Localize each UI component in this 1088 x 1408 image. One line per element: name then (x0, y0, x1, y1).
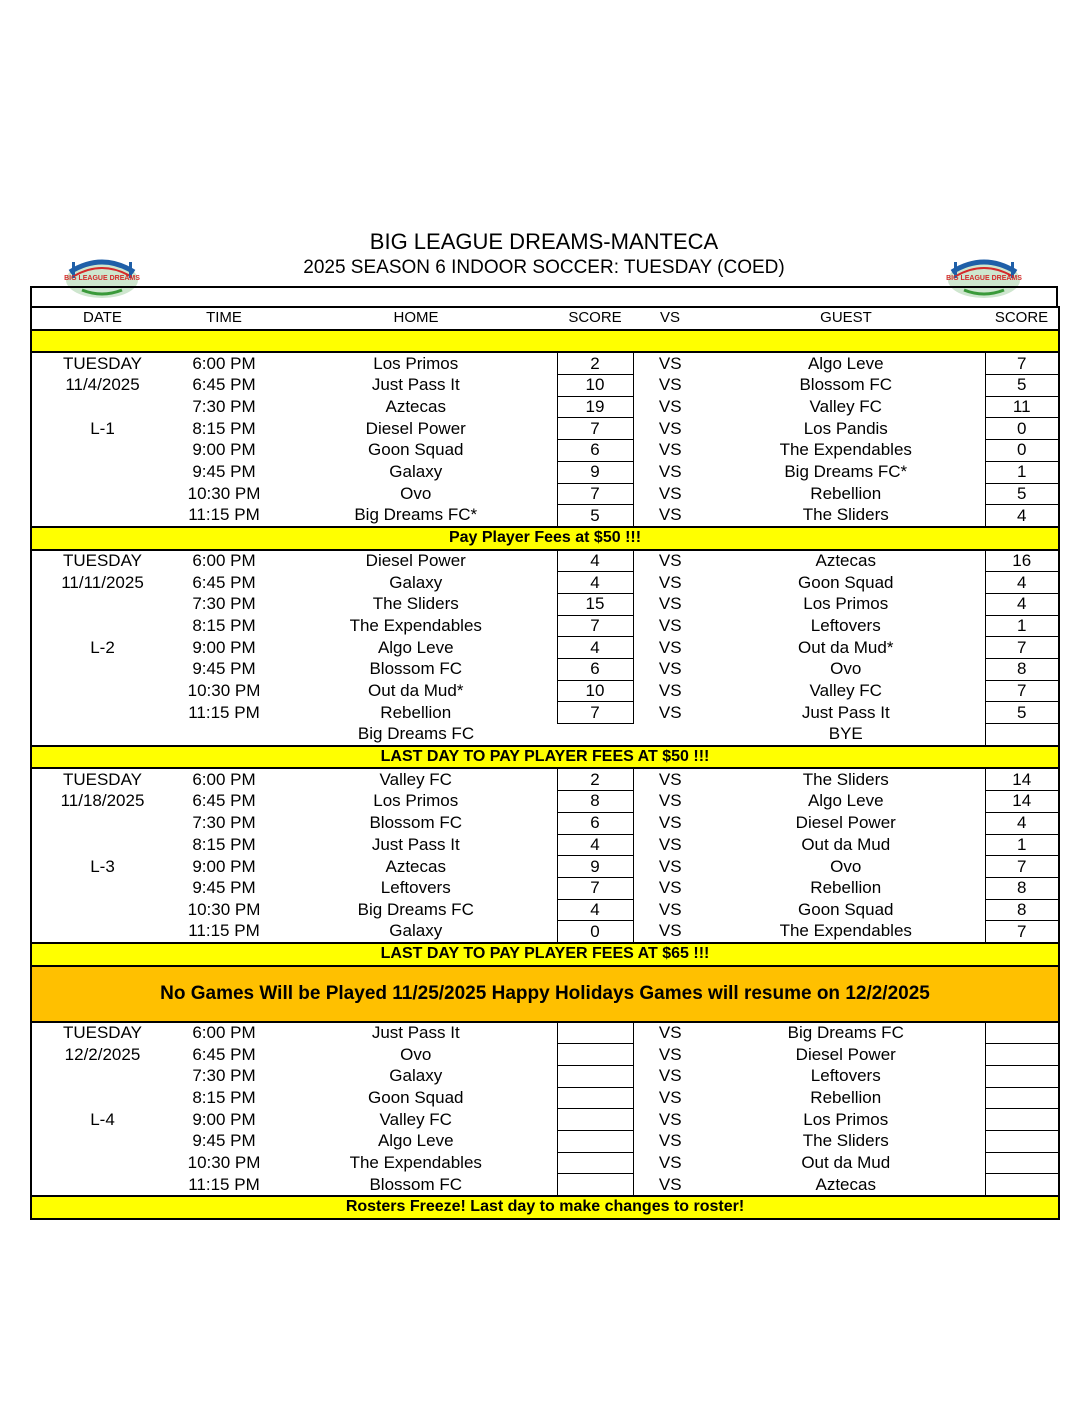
vs-label: VS (658, 921, 682, 941)
game-time: 9:00 PM (192, 856, 256, 876)
guest-score: 4 (985, 572, 1059, 594)
home-score (557, 1022, 633, 1044)
home-score: 4 (557, 572, 633, 594)
guest-score (985, 1066, 1059, 1088)
home-team: Galaxy (389, 462, 443, 482)
game-row (31, 1152, 1059, 1174)
vs-label: VS (658, 702, 682, 722)
home-team: Big Dreams FC (357, 724, 475, 744)
date-cell-empty (31, 724, 173, 746)
vs-label: VS (658, 1153, 682, 1173)
schedule-sheet (30, 286, 1058, 1220)
game-time: 9:45 PM (192, 878, 256, 898)
game-row (31, 396, 1059, 418)
home-team: Just Pass It (371, 1023, 460, 1043)
date-cell-empty (31, 440, 173, 462)
game-row (31, 702, 1059, 724)
vs-label: VS (658, 418, 682, 438)
guest-score: 5 (985, 702, 1059, 724)
date-cell-empty (31, 593, 173, 615)
guest-score (985, 1152, 1059, 1174)
home-team: Out da Mud* (368, 681, 464, 701)
home-team: Galaxy (389, 1066, 443, 1086)
game-row (31, 483, 1059, 505)
game-time: 11:15 PM (188, 1174, 260, 1194)
week-day: TUESDAY (62, 551, 143, 571)
fee-notice: Rosters Freeze! Last day to make changes to roster! (31, 1196, 1059, 1219)
date-cell-empty (31, 812, 173, 834)
game-time: 6:45 PM (192, 375, 256, 395)
game-row (31, 572, 1059, 594)
date-cell-empty (31, 921, 173, 943)
guest-team: Big Dreams FC* (784, 462, 908, 482)
home-score (557, 1109, 633, 1131)
game-row (31, 856, 1059, 878)
holiday-banner-row (31, 966, 1059, 1022)
game-time: 7:30 PM (192, 397, 256, 417)
game-row (31, 1109, 1059, 1131)
vs-label: VS (658, 1109, 682, 1129)
game-row (31, 812, 1059, 834)
home-score (557, 1174, 633, 1196)
game-time: 9:45 PM (192, 1131, 256, 1151)
guest-score: 4 (985, 593, 1059, 615)
home-team: Ovo (400, 483, 432, 503)
guest-score (985, 1022, 1059, 1044)
guest-team: Los Pandis (803, 418, 888, 438)
guest-team: Valley FC (809, 681, 882, 701)
home-score: 7 (557, 418, 633, 440)
game-time: 6:45 PM (192, 1044, 256, 1064)
date-cell-empty (31, 702, 173, 724)
game-time: 6:45 PM (192, 791, 256, 811)
guest-team: Leftovers (810, 1066, 881, 1086)
notice-row (31, 943, 1059, 966)
guest-team: Diesel Power (795, 813, 896, 833)
vs-label: VS (658, 1044, 682, 1064)
game-time: 7:30 PM (192, 813, 256, 833)
guest-team: Rebellion (810, 878, 882, 898)
game-row (31, 1087, 1059, 1109)
game-time: 10:30 PM (187, 1153, 261, 1173)
vs-label: VS (658, 899, 682, 919)
date-cell-empty (31, 505, 173, 527)
game-time: 9:45 PM (192, 462, 256, 482)
game-time: 6:00 PM (192, 551, 256, 571)
guest-score: 7 (985, 637, 1059, 659)
page-title: BIG LEAGUE DREAMS-MANTECA (369, 229, 719, 254)
guest-team: Out da Mud* (798, 637, 894, 657)
home-team: Rebellion (380, 702, 452, 722)
guest-score: 0 (985, 418, 1059, 440)
home-team: Los Primos (373, 353, 459, 373)
notice-row (31, 527, 1059, 550)
vs-label: VS (658, 856, 682, 876)
home-team: Ovo (400, 1044, 432, 1064)
home-score: 0 (557, 921, 633, 943)
date-cell-empty (31, 461, 173, 483)
guest-team: Algo Leve (807, 791, 884, 811)
page-subtitle: 2025 SEASON 6 INDOOR SOCCER: TUESDAY (COED) (303, 257, 785, 278)
guest-score (985, 1174, 1059, 1196)
home-score: 7 (557, 702, 633, 724)
vs-label: VS (658, 440, 682, 460)
guest-score: 14 (985, 791, 1059, 813)
home-team: Los Primos (373, 791, 459, 811)
home-team: Galaxy (389, 572, 443, 592)
home-team: Diesel Power (365, 551, 466, 571)
home-team: Goon Squad (368, 440, 464, 460)
date-cell-empty (31, 877, 173, 899)
guest-score (985, 724, 1059, 746)
holiday-banner: No Games Will be Played 11/25/2025 Happy Holidays Games will resume on 12/2/2025 (31, 966, 1059, 1022)
vs-label: VS (658, 397, 682, 417)
game-row (31, 791, 1059, 813)
home-team: Leftovers (380, 878, 451, 898)
column-header: TIME (173, 307, 275, 330)
guest-team: Blossom FC (799, 375, 893, 395)
home-team: Valley FC (379, 1109, 452, 1129)
home-team: Valley FC (379, 770, 452, 790)
game-row (31, 440, 1059, 462)
schedule-table (30, 306, 1060, 1220)
home-score: 19 (557, 396, 633, 418)
game-row (31, 550, 1059, 572)
game-time: 10:30 PM (187, 899, 261, 919)
vs-label: VS (658, 1131, 682, 1151)
guest-score: 16 (985, 550, 1059, 572)
game-time: 10:30 PM (187, 681, 261, 701)
home-score: 10 (557, 375, 633, 397)
home-team: Just Pass It (371, 375, 460, 395)
game-time: 6:00 PM (192, 353, 256, 373)
date-cell-empty (31, 1131, 173, 1153)
week-label: L-1 (90, 418, 115, 438)
game-time: 8:15 PM (192, 834, 256, 854)
vs-label: VS (658, 594, 682, 614)
home-score: 8 (557, 791, 633, 813)
guest-team: Rebellion (810, 483, 882, 503)
guest-score: 4 (985, 812, 1059, 834)
game-row (31, 375, 1059, 397)
guest-score: 1 (985, 461, 1059, 483)
game-time: 8:15 PM (192, 615, 256, 635)
vs-label: VS (658, 375, 682, 395)
vs-label: VS (658, 615, 682, 635)
vs-label: VS (658, 791, 682, 811)
spacer-row (30, 286, 1058, 306)
game-row (31, 637, 1059, 659)
home-score (557, 1152, 633, 1174)
game-row (31, 615, 1059, 637)
guest-team: Big Dreams FC (787, 1023, 904, 1043)
home-team: Algo Leve (377, 1131, 454, 1151)
vs-label (633, 724, 707, 746)
game-time: 8:15 PM (192, 1088, 256, 1108)
home-team: Blossom FC (369, 659, 463, 679)
game-time: 11:15 PM (188, 921, 260, 941)
notice-row (31, 746, 1059, 769)
date-cell-empty (31, 1174, 173, 1196)
game-time: 7:30 PM (192, 594, 256, 614)
game-time: 7:30 PM (192, 1066, 256, 1086)
home-score (557, 1087, 633, 1109)
home-team: Blossom FC (369, 813, 463, 833)
home-score: 10 (557, 680, 633, 702)
game-row (31, 921, 1059, 943)
week-day: TUESDAY (62, 353, 143, 373)
home-score: 4 (557, 834, 633, 856)
guest-team: Ovo (830, 856, 862, 876)
guest-score: 8 (985, 899, 1059, 921)
vs-label: VS (658, 834, 682, 854)
guest-score: 7 (985, 352, 1059, 374)
game-row (31, 505, 1059, 527)
home-score (557, 1131, 633, 1153)
home-team: Aztecas (385, 397, 446, 417)
home-team: Diesel Power (365, 418, 466, 438)
game-time: 6:00 PM (192, 1023, 256, 1043)
home-team: The Expendables (349, 1153, 482, 1173)
home-score (557, 724, 633, 746)
guest-score: 14 (985, 768, 1059, 790)
game-row (31, 680, 1059, 702)
game-row (31, 1066, 1059, 1088)
date-cell-empty (31, 1066, 173, 1088)
guest-score: 7 (985, 680, 1059, 702)
game-row (31, 461, 1059, 483)
home-score: 5 (557, 505, 633, 527)
guest-score: 1 (985, 615, 1059, 637)
vs-label: VS (658, 770, 682, 790)
vs-label: VS (658, 1066, 682, 1086)
vs-label: VS (658, 551, 682, 571)
page-header (0, 228, 1088, 280)
vs-label: VS (658, 483, 682, 503)
fee-notice: LAST DAY TO PAY PLAYER FEES AT $50 !!! (31, 746, 1059, 769)
vs-label: VS (658, 681, 682, 701)
guest-team: The Expendables (779, 440, 912, 460)
week-label: L-2 (90, 637, 115, 657)
game-time: 11:15 PM (188, 505, 260, 525)
guest-team: Valley FC (809, 397, 882, 417)
top-yellow-row (31, 330, 1059, 353)
vs-label: VS (658, 1023, 682, 1043)
week-date: 11/18/2025 (60, 791, 145, 811)
game-row (31, 1044, 1059, 1066)
week-date: 11/4/2025 (65, 375, 140, 395)
game-time (173, 724, 275, 746)
game-time: 9:00 PM (192, 637, 256, 657)
home-score: 9 (557, 461, 633, 483)
week-day: TUESDAY (62, 1023, 143, 1043)
guest-team: Ovo (830, 659, 862, 679)
game-time: 6:00 PM (192, 770, 256, 790)
week-day: TUESDAY (62, 770, 143, 790)
guest-score (985, 1109, 1059, 1131)
home-team: The Expendables (349, 615, 482, 635)
home-score: 6 (557, 659, 633, 681)
home-team: Just Pass It (371, 834, 460, 854)
week-label: L-4 (90, 1109, 115, 1129)
guest-team: Leftovers (810, 615, 881, 635)
guest-team: BYE (828, 724, 863, 744)
guest-team: Diesel Power (795, 1044, 896, 1064)
column-header: SCORE (557, 307, 633, 330)
guest-score (985, 1087, 1059, 1109)
home-team: Galaxy (389, 921, 443, 941)
date-cell-empty (31, 899, 173, 921)
guest-team: Out da Mud (801, 834, 891, 854)
date-cell-empty (31, 615, 173, 637)
column-header-row (31, 307, 1059, 330)
guest-team: The Sliders (802, 1131, 889, 1151)
vs-label: VS (658, 462, 682, 482)
home-score: 4 (557, 637, 633, 659)
home-score: 2 (557, 768, 633, 790)
game-row (31, 352, 1059, 374)
guest-score: 1 (985, 834, 1059, 856)
fee-notice: LAST DAY TO PAY PLAYER FEES AT $65 !!! (31, 943, 1059, 966)
game-time: 11:15 PM (188, 702, 260, 722)
vs-label: VS (658, 572, 682, 592)
game-time: 9:45 PM (192, 659, 256, 679)
home-team: Big Dreams FC (357, 899, 474, 919)
date-cell-empty (31, 483, 173, 505)
game-row (31, 1131, 1059, 1153)
game-time: 8:15 PM (192, 418, 256, 438)
guest-team: The Sliders (802, 505, 889, 525)
date-cell-empty (31, 396, 173, 418)
vs-label: VS (658, 637, 682, 657)
game-row (31, 1022, 1059, 1044)
column-header: GUEST (707, 307, 985, 330)
vs-label: VS (658, 878, 682, 898)
date-cell-empty (31, 680, 173, 702)
home-team: Blossom FC (369, 1174, 463, 1194)
guest-score: 7 (985, 856, 1059, 878)
game-time: 6:45 PM (192, 572, 256, 592)
home-score: 2 (557, 352, 633, 374)
home-team: Aztecas (385, 856, 446, 876)
week-date: 12/2/2025 (64, 1044, 141, 1064)
notice-row (31, 1196, 1059, 1219)
column-header: DATE (31, 307, 173, 330)
guest-score (985, 1044, 1059, 1066)
game-row (31, 877, 1059, 899)
guest-team: Out da Mud (801, 1153, 891, 1173)
home-score: 6 (557, 812, 633, 834)
guest-score: 8 (985, 659, 1059, 681)
game-row (31, 659, 1059, 681)
game-row (31, 1174, 1059, 1196)
guest-team: Los Primos (803, 594, 889, 614)
week-label: L-3 (90, 856, 115, 876)
guest-team: The Sliders (802, 770, 889, 790)
game-row (31, 768, 1059, 790)
game-row (31, 899, 1059, 921)
vs-label: VS (658, 353, 682, 373)
date-cell-empty (31, 1087, 173, 1109)
guest-score: 0 (985, 440, 1059, 462)
vs-label: VS (658, 1174, 682, 1194)
game-row (31, 834, 1059, 856)
week-date: 11/11/2025 (61, 572, 144, 592)
date-cell-empty (31, 1152, 173, 1174)
guest-team: The Expendables (779, 921, 912, 941)
column-header: SCORE (985, 307, 1059, 330)
home-score: 7 (557, 615, 633, 637)
home-score (557, 1044, 633, 1066)
vs-label: VS (658, 1088, 682, 1108)
vs-label: VS (658, 505, 682, 525)
game-row (31, 593, 1059, 615)
game-time: 10:30 PM (187, 483, 261, 503)
vs-label: VS (658, 813, 682, 833)
svg-text:BIG LEAGUE DREAMS: BIG LEAGUE DREAMS (64, 275, 140, 282)
guest-team: Just Pass It (801, 702, 890, 722)
home-score: 4 (557, 550, 633, 572)
guest-score (985, 1131, 1059, 1153)
home-team: Big Dreams FC* (354, 505, 478, 525)
game-time: 9:00 PM (192, 440, 256, 460)
guest-team: Aztecas (815, 1174, 876, 1194)
guest-team: Rebellion (810, 1088, 882, 1108)
guest-score: 7 (985, 921, 1059, 943)
guest-score: 5 (985, 375, 1059, 397)
guest-team: Aztecas (815, 551, 876, 571)
guest-score: 8 (985, 877, 1059, 899)
home-team: The Sliders (372, 594, 459, 614)
guest-score: 4 (985, 505, 1059, 527)
fee-notice: Pay Player Fees at $50 !!! (31, 527, 1059, 550)
guest-score: 5 (985, 483, 1059, 505)
guest-team: Goon Squad (798, 899, 894, 919)
vs-label: VS (658, 659, 682, 679)
home-team: Algo Leve (377, 637, 454, 657)
svg-text:BIG LEAGUE DREAMS: BIG LEAGUE DREAMS (946, 275, 1022, 282)
column-header: HOME (275, 307, 557, 330)
column-header: VS (633, 307, 707, 330)
home-score: 15 (557, 593, 633, 615)
guest-score: 11 (985, 396, 1059, 418)
game-time: 9:00 PM (192, 1109, 256, 1129)
guest-team: Algo Leve (807, 353, 884, 373)
home-score (557, 1066, 633, 1088)
game-row (31, 724, 1059, 746)
home-score: 4 (557, 899, 633, 921)
game-row (31, 418, 1059, 440)
guest-team: Los Primos (803, 1109, 889, 1129)
home-team: Goon Squad (368, 1088, 464, 1108)
date-cell-empty (31, 659, 173, 681)
home-score: 7 (557, 877, 633, 899)
schedule-body (31, 330, 1059, 1219)
home-score: 6 (557, 440, 633, 462)
guest-team: Goon Squad (798, 572, 894, 592)
home-score: 7 (557, 483, 633, 505)
date-cell-empty (31, 834, 173, 856)
home-score: 9 (557, 856, 633, 878)
